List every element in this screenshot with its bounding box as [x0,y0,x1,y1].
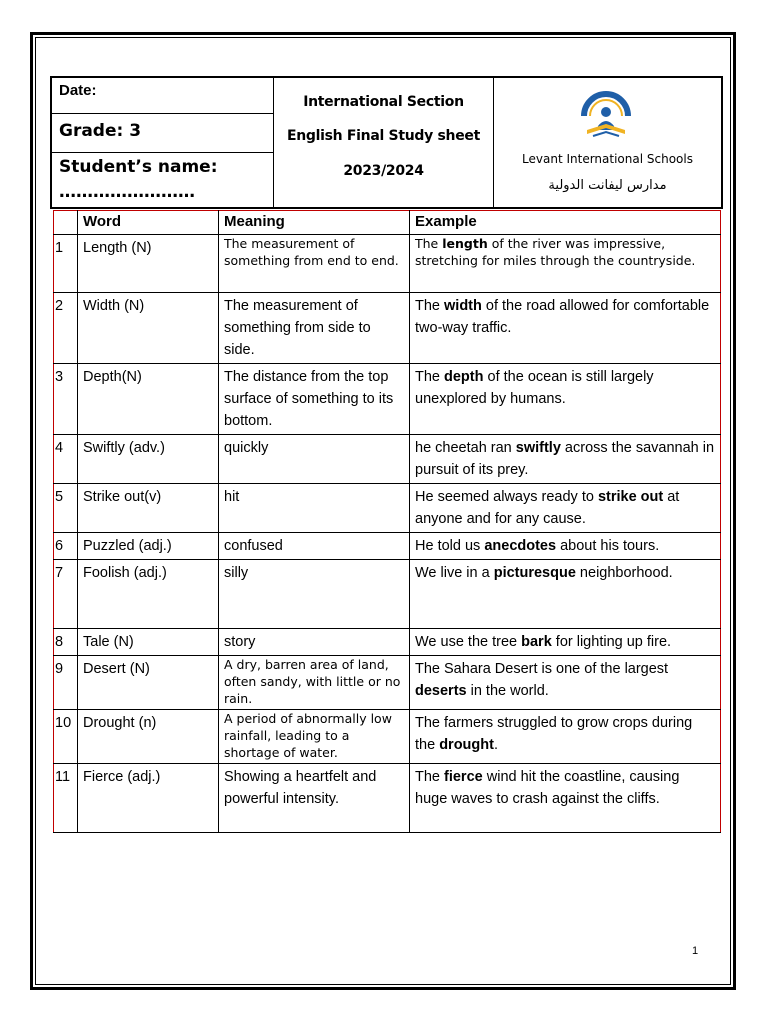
levant-academy-logo-icon [579,86,633,142]
student-name-label: Student’s name: [59,157,218,177]
row-number: 11 [54,764,78,833]
row-meaning: Showing a heartfelt and powerful intensity. [219,764,410,833]
table-row [54,656,721,710]
row-word: Puzzled (adj.) [78,533,219,560]
school-year: 2023/2024 [343,163,424,179]
student-name-dots: …………………… [59,182,195,202]
row-example: The width of the road allowed for comfortable two-way traffic. [410,293,721,364]
section-title: International Section [303,94,464,110]
row-word: Foolish (adj.) [78,560,219,629]
row-number: 8 [54,629,78,656]
grade-field: Grade: 3 [52,114,273,153]
table-row [54,533,721,560]
table-row [54,435,721,484]
row-number: 5 [54,484,78,533]
row-meaning: hit [219,484,410,533]
row-meaning: The measurement of something from side to side. [219,293,410,364]
row-example: The depth of the ocean is still largely unexplored by humans. [410,364,721,435]
row-word: Width (N) [78,293,219,364]
row-example: He told us anecdotes about his tours. [410,533,721,560]
row-number: 3 [54,364,78,435]
row-word: Drought (n) [78,710,219,764]
date-field[interactable]: Date: [52,78,273,114]
table-row [54,364,721,435]
header-example: Example [410,211,721,235]
header-box [50,76,723,209]
row-meaning: A dry, barren area of land, often sandy, with little or no rain. [219,656,410,710]
vocabulary-table [53,210,721,833]
row-meaning: The measurement of something from end to end. [219,235,410,293]
table-row [54,484,721,533]
school-name-arabic: مدارس ليفانت الدولية [548,178,667,193]
row-number: 6 [54,533,78,560]
student-name-field[interactable] [52,153,273,207]
row-word: Swiftly (adv.) [78,435,219,484]
row-example: The length of the river was impressive, stretching for miles through the countryside. [410,235,721,293]
row-example: The farmers struggled to grow crops during the drought. [410,710,721,764]
row-example: The fierce wind hit the coastline, causing huge waves to crash against the cliffs. [410,764,721,833]
sheet-title: English Final Study sheet [286,128,481,144]
header-meaning: Meaning [219,211,410,235]
row-example: The Sahara Desert is one of the largest deserts in the world. [410,656,721,710]
row-example: We live in a picturesque neighborhood. [410,560,721,629]
row-word: Strike out(v) [78,484,219,533]
page-number: 1 [692,945,699,957]
row-word: Tale (N) [78,629,219,656]
table-row [54,560,721,629]
row-number: 1 [54,235,78,293]
sheet-title-block [274,78,494,207]
table-row [54,764,721,833]
row-number: 4 [54,435,78,484]
school-block [494,78,721,207]
row-meaning: confused [219,533,410,560]
row-number: 9 [54,656,78,710]
table-row [54,710,721,764]
table-row [54,293,721,364]
row-meaning: The distance from the top surface of something to its bottom. [219,364,410,435]
row-number: 2 [54,293,78,364]
row-meaning: silly [219,560,410,629]
student-info [52,78,274,207]
row-meaning: A period of abnormally low rainfall, leading to a shortage of water. [219,710,410,764]
row-number: 10 [54,710,78,764]
table-header-row [54,211,721,235]
header-number [54,211,78,235]
row-meaning: quickly [219,435,410,484]
row-word: Length (N) [78,235,219,293]
row-word: Fierce (adj.) [78,764,219,833]
table-row [54,235,721,293]
table-row [54,629,721,656]
row-example: He seemed always ready to strike out at anyone and for any cause. [410,484,721,533]
row-example: We use the tree bark for lighting up fire. [410,629,721,656]
school-name-english: Levant International Schools [522,152,693,166]
header-word: Word [78,211,219,235]
row-number: 7 [54,560,78,629]
row-word: Desert (N) [78,656,219,710]
row-example: he cheetah ran swiftly across the savannah in pursuit of its prey. [410,435,721,484]
row-word: Depth(N) [78,364,219,435]
row-meaning: story [219,629,410,656]
